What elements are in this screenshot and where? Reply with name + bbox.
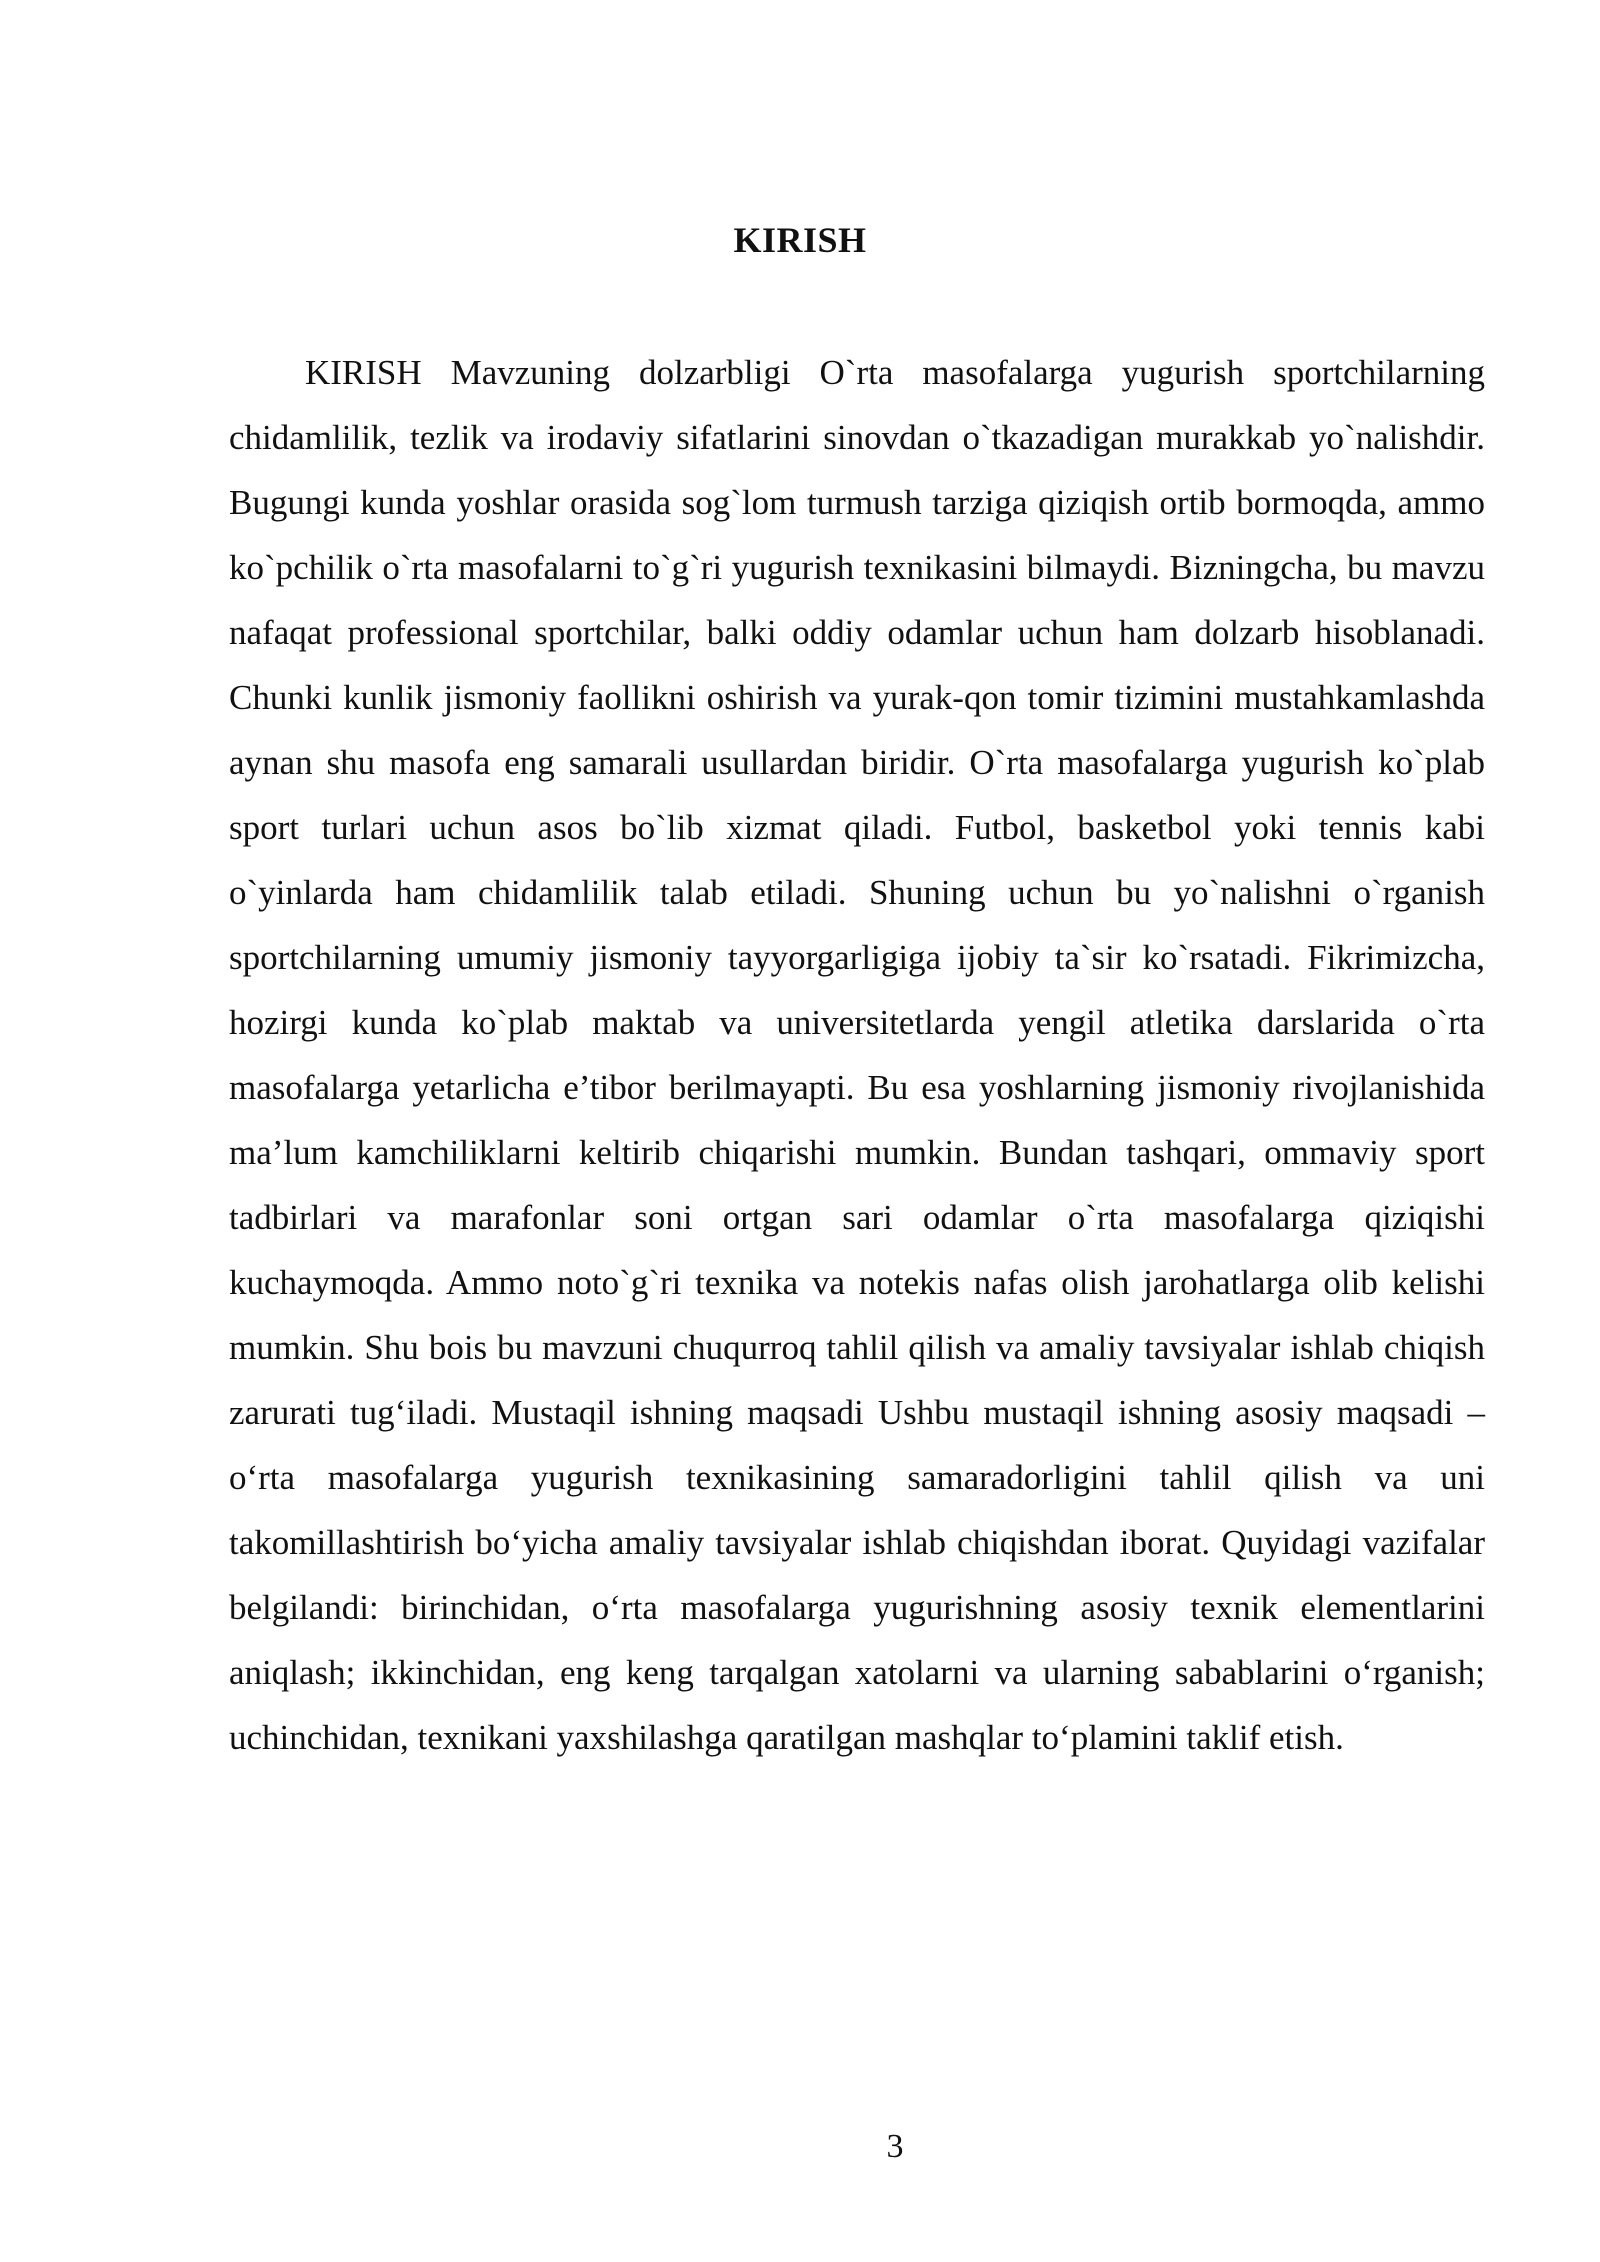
page-heading: KIRISH bbox=[733, 220, 867, 260]
body-paragraph: KIRISH Mavzuning dolzarbligi O`rta masofalarga yugurish sportchilarning chidamlilik, tezlik va irodaviy sifatlarini sinovdan o`tkazadigan murakkab yo`nalishdir. Bugungi kunda yoshlar orasida sog`lom turmush tarziga qiziqish ortib bormoqda, ammo ko`pchilik o`rta masofalarni to`g`ri yugurish texnikasini bilmaydi. Bizningcha, bu mavzu nafaqat professional sportchilar, balki oddiy odamlar uchun ham dolzarb hisoblanadi. Chunki kunlik jismoniy faollikni oshirish va yurak-qon tomir tizimini mustahkamlashda aynan shu masofa eng samarali usullardan biridir. O`rta masofalarga yugurish ko`plab sport turlari uchun asos bo`lib xizmat qiladi. Futbol, basketbol yoki tennis kabi o`yinlarda ham chidamlilik talab etiladi. Shuning uchun bu yo`nalishni o`rganish sportchilarning umumiy jismoniy tayyorgarligiga ijobiy ta`sir ko`rsatadi. Fikrimizcha, hozirgi kunda ko`plab maktab va universitetlarda yengil atletika darslarida o`rta masofalarga yetarlicha e’tibor berilmayapti. Bu esa yoshlarning jismoniy rivojlanishida ma’lum kamchiliklarni keltirib chiqarishi mumkin. Bundan tashqari, ommaviy sport tadbirlari va marafonlar soni ortgan sari odamlar o`rta masofalarga qiziqishi kuchaymoqda. Ammo noto`g`ri texnika va notekis nafas olish jarohatlarga olib kelishi mumkin. Shu bois bu mavzuni chuqurroq tahlil qilish va amaliy tavsiyalar ishlab chiqish zarurati tug‘iladi. Mustaqil ishning maqsadi Ushbu mustaqil ishning asosiy maqsadi – o‘rta masofalarga yugurish texnikasining samaradorligini tahlil qilish va uni takomillashtirish bo‘yicha amaliy tavsiyalar ishlab chiqishdan iborat. Quyidagi vazifalar belgilandi: birinchidan, o‘rta masofalarga yugurishning asosiy texnik elementlarini aniqlash; ikkinchidan, eng keng tarqalgan xatolarni va ularning sabablarini o‘rganish; uchinchidan, texnikani yaxshilashga qaratilgan mashqlar to‘plamini taklif etish. bbox=[229, 353, 1485, 1757]
page-number: 3 bbox=[886, 2128, 904, 2165]
